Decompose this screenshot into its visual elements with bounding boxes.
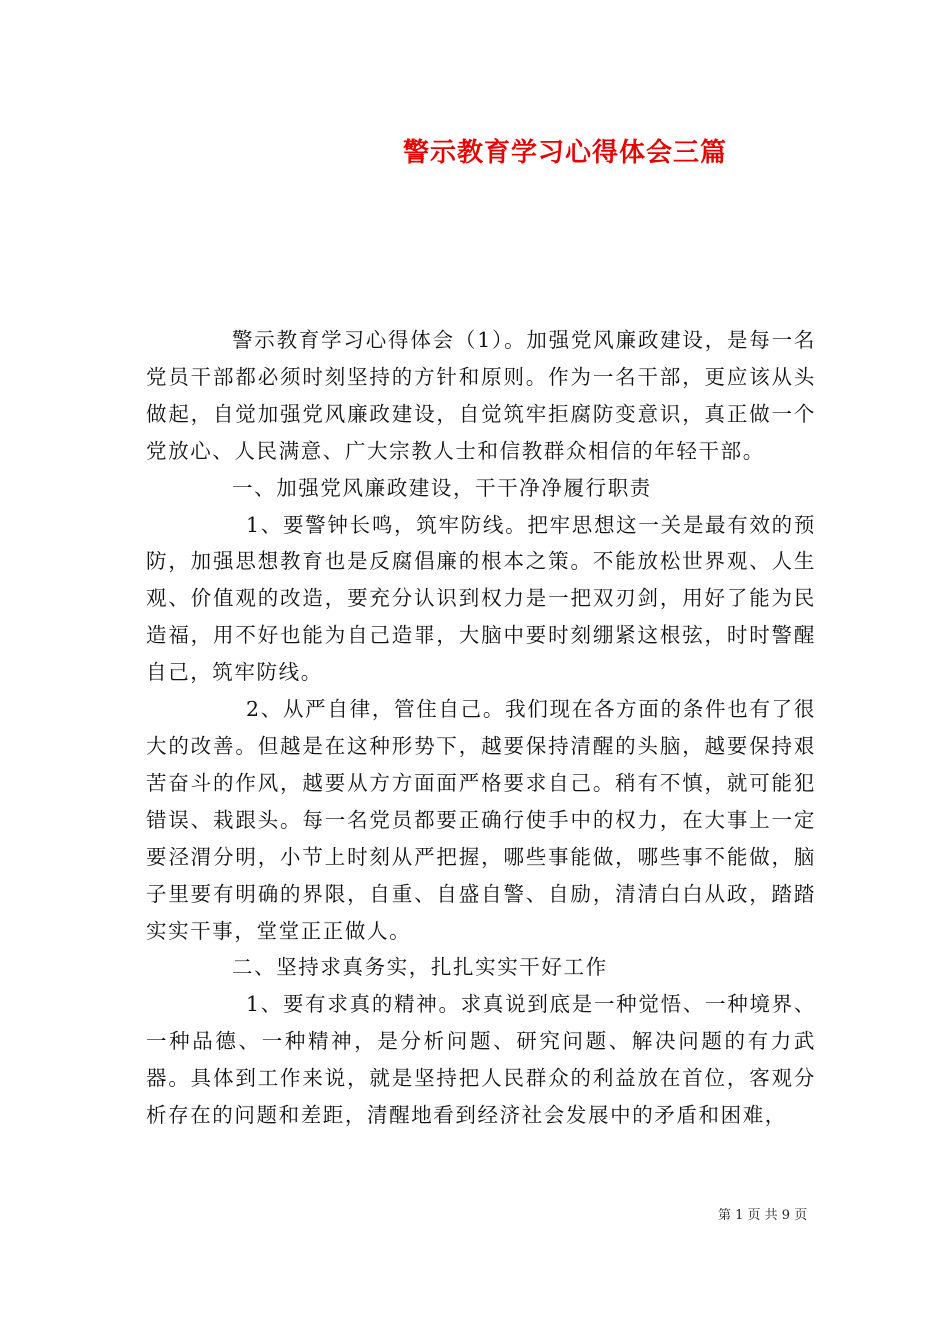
page-number-footer: 第 1 页 共 9 页 [718, 1208, 808, 1223]
section-heading-1: 一、加强党风廉政建设，干干净净履行职责 [232, 475, 652, 500]
paragraph-1-1: 1、要警钟长鸣，筑牢防线。把牢思想这一关是最有效的预防，加强思想教育也是反腐倡廉的根本之策。不能放松世界观、人生观、价值观的改造，要充分认识到权力是一把双刃剑，用好了能为民造福，用不好也能为自己造罪，大脑中要时刻绷紧这根弦，时时警醒自己，筑牢防线。 [146, 512, 816, 685]
paragraph-1-2: 2、从严自律，管住自己。我们现在各方面的条件也有了很大的改善。但越是在这种形势下，越要保持清醒的头脑，越要保持艰苦奋斗的作风，越要从方方面面严格要求自己。稍有不慎，就可能犯错误、栽跟头。每一名党员都要正确行使手中的权力，在大事上一定要泾渭分明，小节上时刻从严把握，哪些事能做，哪些事不能做，脑子里要有明确的界限，自重、自盛自警、自励，清清白白从政，踏踏实实干事，堂堂正正做人。 [146, 697, 816, 943]
document-title: 警示教育学习心得体会三篇 [402, 138, 727, 168]
document-body [146, 322, 816, 1134]
paragraph-2-1: 1、要有求真的精神。求真说到底是一种觉悟、一种境界、一种品德、一种精神，是分析问题、研究问题、解决问题的有力武器。具体到工作来说，就是坚持把人民群众的利益放在首位，客观分析存在的问题和差距，清醒地看到经济社会发展中的矛盾和困难， [146, 992, 816, 1128]
paragraph-intro: 警示教育学习心得体会（1）。加强党风廉政建设，是每一名党员干部都必须时刻坚持的方针和原则。作为一名干部，更应该从头做起，自觉加强党风廉政建设，自觉筑牢拒腐防变意识，真正做一个党放心、人民满意、广大宗教人士和信教群众相信的年轻干部。 [146, 328, 816, 463]
section-heading-2: 二、坚持求真务实，扎扎实实干好工作 [232, 955, 608, 980]
